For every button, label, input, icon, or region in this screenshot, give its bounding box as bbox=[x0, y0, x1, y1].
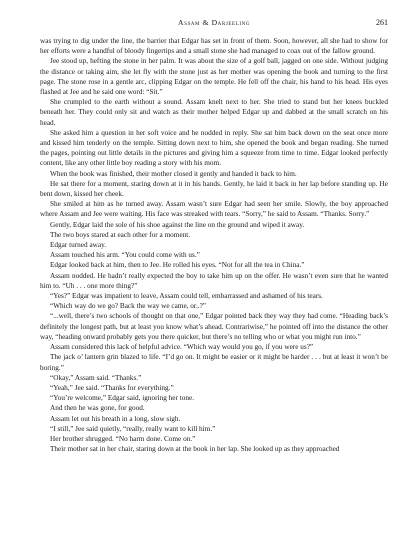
paragraph: And then he was gone, for good. bbox=[50, 404, 145, 413]
paragraph: Assam nodded. He hadn’t really expected the boy to take him up on the offer. He wasn’t even sure that he wanted him to. “Uh . . . one more thing?” bbox=[40, 271, 388, 290]
paragraph: “Okay,” Assam said. “Thanks.” bbox=[50, 373, 142, 382]
paragraph: Assam let out his breath in a long, slow sigh. bbox=[50, 414, 181, 423]
paragraph: Her brother shrugged. “No harm done. Come on.” bbox=[50, 434, 196, 443]
paragraph: Their mother sat in her chair, staring down at the book in her lap. She looked up as they approached bbox=[50, 445, 340, 454]
body-text bbox=[40, 36, 388, 454]
paragraph: “Yeah,” Jee said. “Thanks for everything.” bbox=[50, 383, 174, 392]
paragraph: was trying to dig under the line, the barrier that Edgar has set in front of them. Soon, however, all she had to show for her efforts were a handful of bloody fingertips and a small stone she had managed to coax out of the fallow ground. bbox=[40, 37, 388, 56]
paragraph: “Which way do we go? Back the way we came, or..?” bbox=[50, 302, 207, 311]
paragraph: She crumpled to the earth without a sound. Assam knelt next to her. She tried to stand but her knees buckled beneath her. They could only sit and watch as their mother helped Edgar up and dabbed at the small scratch on his head. bbox=[40, 98, 388, 127]
page-number: 261 bbox=[376, 18, 388, 27]
paragraph: She asked him a question in her soft voice and he nodded in reply. She sat him back down on the seat once more and kissed him tenderly on the temple. Sitting down next to him, she opened the book and began reading. She turned the pages, pointing out little details in the pictures and giving him a squeeze from time to time. Edgar looked perfectly content, like any other little boy reading a story with his mom. bbox=[40, 128, 388, 168]
paragraph: “I still,” Jee said quietly, “really, really want to kill him.” bbox=[50, 424, 216, 433]
paragraph: “You’re welcome,” Edgar said, ignoring her tone. bbox=[50, 394, 195, 403]
paragraph: Edgar turned away. bbox=[50, 241, 107, 250]
paragraph: “...well, there’s two schools of thought on that one,” Edgar pointed back they way they had come. “Heading back’s definitely the longest path, but at least you know what’s ahead. Contrariwise,” he pointed off into the distance the other way, “heading onward probably gets you there quicker, but there’s no telling who or what you might run into.” bbox=[40, 312, 388, 341]
paragraph: The two boys stared at each other for a moment. bbox=[50, 230, 191, 239]
paragraph: Assam considered this lack of helpful advice. “Which way would you go, if you were us?” bbox=[50, 343, 314, 352]
running-head bbox=[40, 17, 388, 29]
paragraph: She smiled at him as he turned away. Assam wasn’t sure Edgar had seen her smile. Slowly, the boy approached where Assam and Jee were waiting. His face was streaked with tears. “Sorry,” he said to Assam. “Thanks. Sorry.” bbox=[40, 200, 388, 219]
paragraph: He sat there for a moment, staring down at it in his hands. Gently, he laid it back in her lap before standing up. He bent down, kissed her cheek. bbox=[40, 179, 388, 199]
paragraph: Gently, Edgar laid the sole of his shoe against the line on the ground and wiped it away. bbox=[50, 220, 305, 229]
paragraph: The jack o’ lantern grin blazed to life. “I’d go on. It might be easier or it might be harder . . . but at least it won’t be boring.” bbox=[40, 353, 388, 372]
paragraph: “Yes?” Edgar was impatient to leave, Assam could tell, embarrassed and ashamed of his tears. bbox=[50, 292, 323, 301]
paragraph: Jee stood up, hefting the stone in her palm. It was about the size of a golf ball, jagged on one side. Without judging the distance or taking aim, she let fly with the stone just as her mother was opening the book and turning to the first page. The stone rose in a gentle arc, clipping Edgar on the temple. He fell off the chair, his hand to his head. His eyes flashed at Jee and he said one word: “Sit.” bbox=[40, 57, 388, 97]
paragraph: Assam touched his arm. “You could come with us.” bbox=[50, 251, 200, 260]
running-title: Assam & Darjeeling bbox=[177, 18, 251, 27]
paragraph: When the book was finished, their mother closed it gently and handed it back to him. bbox=[50, 169, 297, 178]
paragraph: Edgar looked back at him, then to Jee. He rolled his eyes. “Not for all the tea in China.” bbox=[50, 261, 305, 270]
